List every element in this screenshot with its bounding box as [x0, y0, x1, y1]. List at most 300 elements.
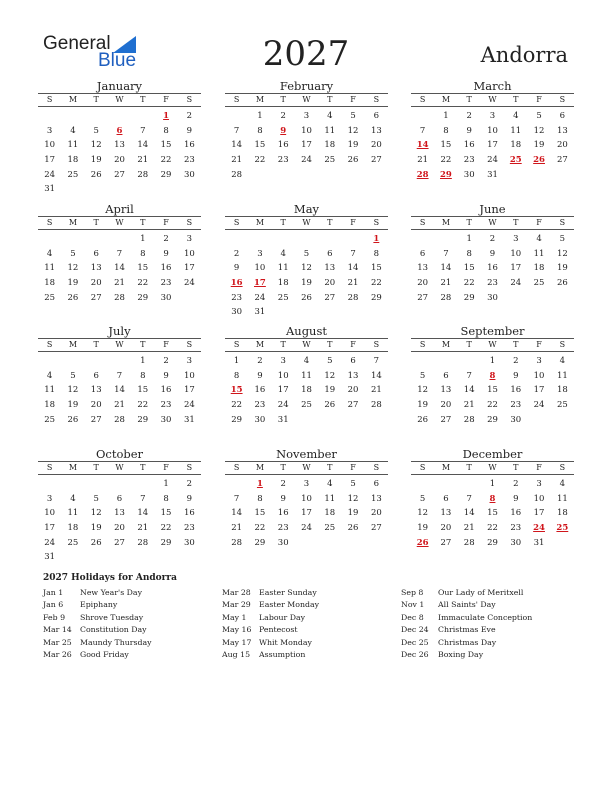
holiday-name: Assumption: [259, 649, 306, 659]
day: 6: [116, 493, 123, 504]
day: 28: [370, 400, 382, 411]
day: 28: [231, 537, 243, 548]
empty-cell: [108, 354, 131, 369]
holiday-day: 17: [254, 278, 266, 289]
day: 31: [44, 184, 56, 195]
day: 26: [417, 414, 429, 425]
day: 16: [160, 263, 172, 274]
day: 14: [463, 385, 475, 396]
weekday-label: M: [441, 340, 451, 349]
day: 15: [254, 140, 266, 151]
empty-cell: [85, 354, 108, 369]
day: 6: [327, 248, 333, 259]
day: 18: [301, 385, 312, 396]
holiday-day: 8: [489, 370, 496, 381]
weekday-label: F: [536, 463, 542, 472]
weekday-label: M: [68, 463, 78, 472]
day: 7: [443, 248, 449, 259]
day: 22: [254, 155, 266, 166]
month-september: [411, 324, 574, 427]
holiday-name: Christmas Eve: [438, 625, 496, 635]
day: 29: [160, 537, 172, 548]
day: 4: [559, 356, 566, 366]
day: 27: [114, 169, 125, 180]
day: 24: [44, 537, 56, 548]
day: 17: [533, 385, 545, 396]
day: 17: [44, 523, 56, 534]
day: 27: [90, 292, 102, 303]
day: 30: [183, 537, 195, 548]
day: 19: [417, 523, 429, 534]
weekday-label: F: [163, 218, 169, 227]
day: 11: [44, 263, 56, 274]
day: 23: [231, 292, 243, 303]
day: 3: [513, 234, 519, 244]
day: 18: [67, 523, 79, 534]
day: 25: [533, 278, 545, 289]
day: 31: [533, 537, 545, 548]
day: 15: [440, 140, 452, 151]
day: 9: [186, 125, 193, 136]
day: 16: [487, 263, 498, 274]
empty-cell: [108, 477, 131, 492]
empty-cell: [411, 477, 434, 492]
day: 3: [46, 493, 53, 504]
calendar-year: 2027: [262, 34, 350, 74]
weekday-label: W: [302, 340, 311, 349]
day: 24: [301, 155, 312, 166]
day: 22: [160, 155, 172, 166]
weekday-label: F: [350, 340, 356, 349]
day: 8: [140, 370, 146, 381]
day: 26: [324, 400, 336, 411]
holiday-row: [401, 599, 532, 611]
weekday-label: M: [441, 218, 451, 227]
weekday-header: [411, 93, 574, 107]
day: 5: [70, 370, 76, 381]
day: 6: [93, 370, 99, 381]
weekday-label: M: [68, 218, 78, 227]
day: 30: [231, 307, 243, 318]
day: 23: [160, 400, 172, 411]
day: 11: [277, 263, 289, 274]
holiday-name: Immaculate Conception: [438, 612, 533, 622]
day: 13: [370, 493, 382, 504]
day: 26: [67, 292, 79, 303]
holiday-row: [43, 599, 152, 611]
day: 18: [510, 140, 522, 151]
day: 3: [280, 356, 286, 366]
empty-cell: [225, 109, 248, 124]
month-name: July: [108, 324, 131, 338]
day: 18: [533, 263, 545, 274]
holiday-row: [43, 624, 152, 636]
day: 16: [510, 385, 522, 396]
day: 28: [114, 414, 125, 425]
day: 17: [301, 140, 312, 151]
empty-cell: [272, 232, 295, 247]
day: 25: [301, 400, 312, 411]
day: 4: [303, 356, 310, 366]
weekday-label: T: [140, 463, 146, 472]
day: 16: [183, 140, 195, 151]
day: 11: [510, 125, 522, 136]
day: 11: [533, 248, 545, 259]
day: 10: [510, 248, 522, 259]
day: 11: [301, 370, 312, 381]
holiday-day: 15: [230, 385, 243, 396]
day-grid: [225, 109, 388, 182]
day: 29: [463, 292, 475, 303]
day: 21: [463, 400, 475, 411]
holiday-day: 28: [416, 169, 429, 180]
day: 26: [90, 169, 102, 180]
day: 12: [90, 508, 102, 519]
day: 20: [556, 140, 568, 151]
day: 17: [277, 385, 289, 396]
day: 28: [463, 414, 475, 425]
day: 22: [160, 523, 172, 534]
day: 13: [114, 140, 125, 151]
day: 18: [67, 155, 79, 166]
day: 23: [277, 523, 289, 534]
weekday-label: T: [280, 95, 286, 104]
day: 21: [370, 385, 382, 396]
day: 14: [231, 508, 243, 519]
holiday-name: Pentecost: [259, 625, 298, 635]
day: 23: [183, 155, 195, 166]
day: 23: [160, 278, 172, 289]
day: 17: [183, 385, 195, 396]
holiday-date: Mar 29: [222, 600, 251, 610]
day: 28: [114, 292, 125, 303]
weekday-label: T: [513, 218, 519, 227]
empty-cell: [341, 232, 364, 247]
weekday-label: S: [186, 95, 193, 104]
day: 21: [231, 523, 243, 534]
day: 20: [417, 278, 429, 289]
weekday-label: M: [255, 95, 265, 104]
day: 1: [140, 234, 146, 244]
day: 21: [347, 278, 359, 289]
day: 3: [303, 111, 310, 121]
holiday-date: Mar 28: [222, 588, 251, 597]
holiday-day: 8: [489, 493, 496, 504]
holiday-date: Mar 26: [43, 649, 72, 659]
holiday-row: [43, 587, 152, 599]
weekday-label: T: [93, 218, 99, 227]
weekday-label: F: [350, 463, 356, 472]
weekday-label: T: [280, 340, 286, 349]
day: 23: [487, 278, 498, 289]
empty-cell: [318, 232, 341, 247]
holiday-day: 26: [533, 155, 545, 166]
weekday-label: M: [68, 340, 78, 349]
holiday-date: Nov 1: [401, 600, 425, 610]
day: 30: [254, 414, 266, 425]
day: 9: [186, 493, 193, 504]
weekday-label: T: [140, 340, 146, 349]
day: 20: [440, 523, 452, 534]
day: 15: [160, 508, 172, 519]
holiday-day: 6: [116, 125, 123, 136]
weekday-label: T: [513, 95, 519, 104]
holiday-name: New Year's Day: [80, 588, 142, 597]
day: 21: [114, 278, 125, 289]
day: 5: [93, 125, 99, 136]
day: 26: [556, 278, 568, 289]
day: 12: [67, 263, 79, 274]
holiday-name: Our Lady of Meritxell: [438, 588, 524, 597]
day-grid: [411, 354, 574, 427]
weekday-label: S: [46, 463, 53, 472]
day: 27: [440, 537, 452, 548]
day: 2: [163, 234, 169, 244]
weekday-label: T: [140, 95, 146, 104]
day: 14: [137, 508, 149, 519]
day: 24: [183, 278, 195, 289]
weekday-header: [225, 461, 388, 475]
weekday-label: F: [536, 95, 542, 104]
day: 2: [513, 479, 519, 489]
empty-cell: [61, 109, 84, 124]
weekday-label: T: [93, 95, 99, 104]
month-august: [225, 324, 388, 427]
day: 8: [140, 248, 146, 259]
day: 23: [510, 523, 522, 534]
day: 22: [487, 400, 498, 411]
weekday-label: T: [466, 340, 472, 349]
weekday-label: S: [419, 340, 426, 349]
day: 10: [44, 140, 56, 151]
day: 14: [114, 385, 125, 396]
day: 18: [324, 140, 336, 151]
day: 13: [347, 370, 359, 381]
day: 13: [90, 263, 102, 274]
day: 14: [137, 140, 149, 151]
empty-cell: [108, 232, 131, 247]
holiday-name: Whit Monday: [259, 637, 312, 647]
day: 16: [160, 385, 172, 396]
weekday-label: T: [513, 340, 519, 349]
day: 29: [231, 414, 243, 425]
day: 28: [347, 292, 359, 303]
day: 6: [419, 248, 426, 259]
day: 6: [443, 370, 449, 381]
day: 30: [463, 169, 475, 180]
day: 7: [350, 248, 356, 259]
empty-cell: [411, 354, 434, 369]
day: 4: [70, 125, 76, 136]
holiday-name: Shrove Tuesday: [80, 612, 144, 622]
day: 6: [373, 479, 380, 489]
month-october: [38, 447, 201, 565]
weekday-label: F: [350, 95, 356, 104]
day: 9: [163, 248, 169, 259]
day: 9: [489, 248, 496, 259]
day: 10: [533, 370, 545, 381]
day: 20: [90, 278, 102, 289]
day: 2: [233, 248, 240, 259]
weekday-header: [225, 338, 388, 352]
empty-cell: [434, 354, 457, 369]
weekday-label: S: [186, 340, 193, 349]
weekday-label: M: [68, 95, 78, 104]
holiday-name: Epiphany: [80, 600, 118, 610]
day: 8: [163, 125, 169, 136]
day: 5: [350, 479, 356, 489]
day: 26: [67, 414, 79, 425]
day: 12: [90, 140, 102, 151]
empty-cell: [458, 477, 481, 492]
weekday-label: M: [255, 340, 265, 349]
day: 25: [277, 292, 289, 303]
holiday-name: Maundy Thursday: [80, 637, 152, 647]
holiday-day: 14: [416, 140, 429, 151]
weekday-label: T: [466, 218, 472, 227]
weekday-label: T: [93, 463, 99, 472]
empty-cell: [411, 109, 434, 124]
day-grid: [38, 354, 201, 427]
weekday-header: [411, 216, 574, 230]
day: 10: [183, 370, 195, 381]
holiday-name: Good Friday: [80, 649, 129, 659]
holiday-date: Jan 1: [43, 588, 64, 597]
day: 16: [277, 140, 289, 151]
weekday-label: S: [559, 463, 566, 472]
day: 17: [44, 155, 56, 166]
day: 12: [417, 508, 429, 519]
weekday-label: S: [419, 218, 426, 227]
empty-cell: [295, 232, 318, 247]
weekday-label: F: [163, 95, 169, 104]
day: 12: [533, 125, 545, 136]
day: 29: [370, 292, 382, 303]
calendar-country: Andorra: [480, 43, 568, 67]
holiday-name: All Saints' Day: [438, 600, 496, 610]
day: 12: [347, 493, 359, 504]
weekday-header: [38, 216, 201, 230]
day: 29: [487, 537, 498, 548]
weekday-header: [225, 93, 388, 107]
day: 12: [67, 385, 79, 396]
holiday-date: Mar 14: [43, 625, 72, 635]
day: 13: [440, 385, 452, 396]
day: 10: [44, 508, 56, 519]
holiday-row: [222, 624, 319, 636]
day: 16: [183, 508, 195, 519]
holiday-column: [222, 587, 319, 661]
day: 26: [301, 292, 312, 303]
day: 10: [183, 248, 195, 259]
day: 13: [556, 125, 568, 136]
day: 17: [510, 263, 522, 274]
weekday-label: W: [488, 95, 497, 104]
holiday-row: [43, 637, 152, 649]
weekday-label: M: [255, 218, 265, 227]
weekday-label: S: [46, 218, 53, 227]
weekday-label: S: [373, 95, 380, 104]
day: 11: [67, 508, 79, 519]
day: 16: [254, 385, 266, 396]
holiday-day: 29: [440, 169, 452, 180]
holiday-row: [401, 587, 532, 599]
day: 22: [370, 278, 382, 289]
holiday-day: 1: [373, 234, 380, 244]
day: 24: [44, 169, 56, 180]
weekday-label: F: [163, 463, 169, 472]
weekday-label: S: [186, 463, 193, 472]
empty-cell: [61, 354, 84, 369]
day: 9: [513, 493, 519, 504]
day: 12: [417, 385, 429, 396]
day: 23: [277, 155, 289, 166]
holiday-name: Easter Monday: [259, 600, 320, 610]
day: 25: [44, 292, 56, 303]
day-grid: [38, 109, 201, 197]
day-grid: [225, 477, 388, 550]
day: 1: [489, 479, 496, 489]
day: 7: [466, 493, 472, 504]
day: 4: [327, 111, 333, 121]
day: 30: [183, 169, 195, 180]
holiday-day: 9: [280, 125, 287, 136]
day: 13: [114, 508, 125, 519]
weekday-header: [38, 338, 201, 352]
day: 29: [137, 414, 149, 425]
day: 29: [137, 292, 149, 303]
day: 27: [324, 292, 336, 303]
day: 1: [163, 479, 169, 489]
weekday-label: F: [350, 218, 356, 227]
day: 10: [277, 370, 289, 381]
day: 3: [186, 234, 193, 244]
day: 7: [419, 125, 426, 136]
day: 22: [254, 523, 266, 534]
day: 6: [93, 248, 99, 259]
day: 16: [510, 508, 522, 519]
empty-cell: [85, 232, 108, 247]
day: 2: [186, 479, 193, 489]
day: 11: [67, 140, 79, 151]
day: 24: [254, 292, 266, 303]
holiday-row: [222, 649, 319, 661]
day: 25: [324, 155, 336, 166]
weekday-header: [411, 461, 574, 475]
day: 5: [327, 356, 333, 366]
day: 15: [160, 140, 172, 151]
day: 18: [556, 508, 568, 519]
day: 26: [90, 537, 102, 548]
day: 30: [277, 537, 289, 548]
day: 27: [370, 523, 382, 534]
empty-cell: [108, 109, 131, 124]
empty-cell: [38, 109, 61, 124]
weekday-label: S: [233, 95, 240, 104]
day: 24: [487, 155, 498, 166]
day: 23: [183, 523, 195, 534]
day: 14: [231, 140, 243, 151]
day: 15: [487, 508, 498, 519]
day: 31: [277, 414, 289, 425]
weekday-label: T: [327, 340, 333, 349]
day: 11: [324, 493, 336, 504]
day: 9: [233, 263, 240, 274]
weekday-label: W: [488, 218, 497, 227]
day: 3: [536, 479, 542, 489]
day: 24: [183, 400, 195, 411]
day: 21: [114, 400, 125, 411]
